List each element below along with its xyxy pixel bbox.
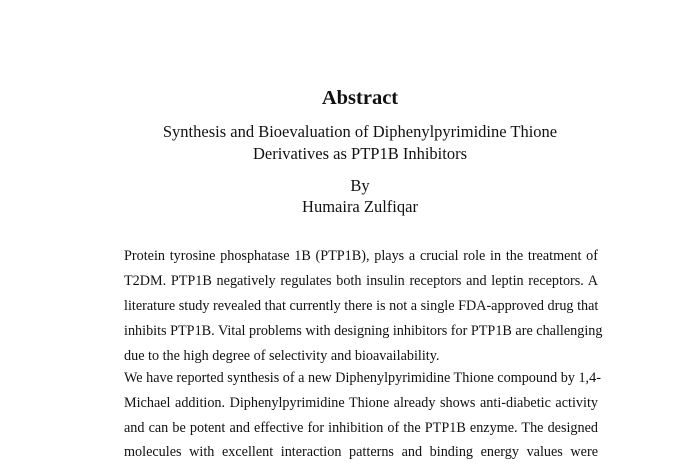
- body-line-6: We have reported synthesis of a new Diphenylpyrimidine Thione compound by 1,4-: [124, 370, 601, 386]
- body-line-1: Protein tyrosine phosphatase 1B (PTP1B), plays a crucial role in the treatment of: [124, 248, 598, 264]
- body-line-8: and can be potent and effective for inhibition of the PTP1B enzyme. The designed: [124, 420, 598, 436]
- body-line-2: T2DM. PTP1B negatively regulates both insulin receptors and leptin receptors. A: [124, 273, 598, 289]
- thesis-title-line-2: Derivatives as PTP1B Inhibitors: [252, 144, 468, 163]
- body-line-7: Michael addition. Diphenylpyrimidine Thione already shows anti-diabetic activity: [124, 395, 598, 411]
- abstract-heading: Abstract: [321, 87, 399, 109]
- thesis-title-line-1: Synthesis and Bioevaluation of Diphenylpyrimidine Thione: [162, 122, 558, 141]
- body-line-3: literature study revealed that currently there is not a single FDA-approved drug that: [124, 298, 599, 314]
- body-line-5: due to the high degree of selectivity and bioavailability.: [124, 348, 440, 364]
- by-label: By: [350, 176, 370, 195]
- body-line-9: molecules with excellent interaction patterns and binding energy values were: [124, 444, 598, 460]
- author-name: Humaira Zulfiqar: [302, 197, 418, 216]
- body-line-4: inhibits PTP1B. Vital problems with designing inhibitors for PTP1B are challenging: [124, 323, 603, 339]
